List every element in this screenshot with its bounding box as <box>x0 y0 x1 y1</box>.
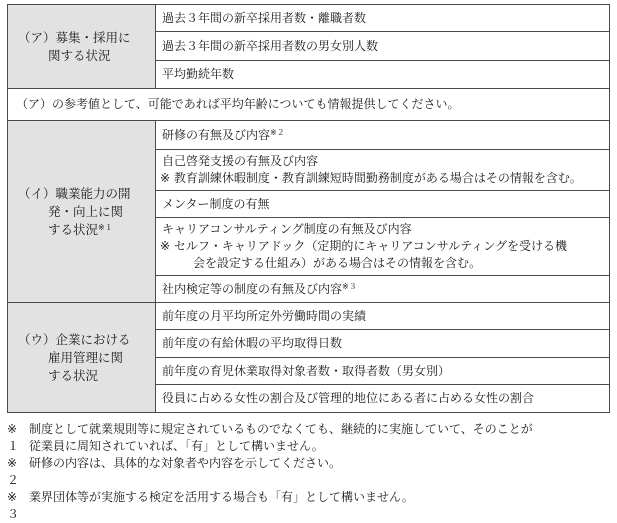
exam-item <box>156 276 610 303</box>
footnote-line: 従業員に周知されていれば、「有」として構いません。 <box>29 439 324 453</box>
career-consulting-note: ※ セルフ・キャリアドック（定期的にキャリアコンサルティングを受ける機 <box>160 239 567 253</box>
footnotes <box>7 421 610 523</box>
footnote-line: 業界団体等が実施する検定を活用する場合も「有」として構いません。 <box>29 490 414 504</box>
exam-label: 社内検定等の制度の有無及び内容 <box>162 281 343 296</box>
footnote-mark: ※１ <box>7 422 20 453</box>
footnote-ref: ※１ <box>98 222 113 232</box>
section-u-item: 前年度の月平均所定外労働時間の実績 <box>156 303 610 330</box>
self-development-note: ※ 教育訓練休暇制度・教育訓練短時間勤務制度がある場合はその情報を含む。 <box>160 171 582 185</box>
footnote-ref: ※２ <box>270 127 285 137</box>
document <box>7 4 610 523</box>
table-row <box>8 89 610 121</box>
section-a-item: 過去３年間の新卒採用者数・離職者数 <box>156 5 610 32</box>
section-u-item: 前年度の有給休暇の平均取得日数 <box>156 330 610 358</box>
table-row <box>8 303 610 330</box>
section-a-title-line: 関する状況 <box>48 47 111 63</box>
section-a-item: 平均勤続年数 <box>156 61 610 89</box>
info-table <box>7 4 610 413</box>
training-label: 研修の有無及び内容 <box>162 127 271 142</box>
section-u-header <box>8 303 156 413</box>
training-item <box>156 121 610 150</box>
career-consulting-note-cont: 会を設定する仕組み）がある場合はその情報を含む。 <box>193 256 482 270</box>
section-i-title-text: する状況 <box>48 221 99 237</box>
section-u-item: 役員に占める女性の割合及び管理的地位にある者に占める女性の割合 <box>156 385 610 413</box>
section-u-title-line: する状況 <box>48 367 99 383</box>
career-consulting-item <box>156 218 610 276</box>
footnote-mark: ※２ <box>7 456 20 487</box>
section-i-title-line: （イ）職業能力の開 <box>18 185 131 201</box>
footnote-line: 制度として就業規則等に規定されているものでなくても、継続的に実施していて、そのことが <box>29 422 533 436</box>
footnote <box>7 489 610 523</box>
self-development-label: 自己啓発支援の有無及び内容 <box>162 154 319 168</box>
self-development-item <box>156 150 610 191</box>
section-u-item: 前年度の育児休業取得対象者数・取得者数（男女別） <box>156 358 610 385</box>
section-u-title-line: 雇用管理に関 <box>48 349 124 365</box>
table-row <box>8 121 610 150</box>
section-a-title-line: （ア）募集・採用に <box>18 29 131 45</box>
career-consulting-label: キャリアコンサルティング制度の有無及び内容 <box>162 222 412 236</box>
footnote-mark: ※３ <box>7 490 20 521</box>
section-a-note: （ア）の参考値として、可能であれば平均年齢についても情報提供してください。 <box>8 89 610 121</box>
section-a-header <box>8 5 156 89</box>
footnote-line: 研修の内容は、具体的な対象者や内容を示してください。 <box>29 456 342 470</box>
section-i-title-line: 発・向上に関 <box>48 203 124 219</box>
table-row <box>8 5 610 32</box>
section-a-item: 過去３年間の新卒採用者数の男女別人数 <box>156 32 610 61</box>
footnote-text <box>29 421 610 455</box>
footnote-ref: ※３ <box>342 281 357 291</box>
footnote <box>7 421 610 455</box>
footnote <box>7 455 610 489</box>
section-u-title-line: （ウ）企業における <box>18 331 131 347</box>
section-i-title-line <box>18 221 151 239</box>
mentor-item: メンター制度の有無 <box>156 191 610 218</box>
section-i-header <box>8 121 156 303</box>
